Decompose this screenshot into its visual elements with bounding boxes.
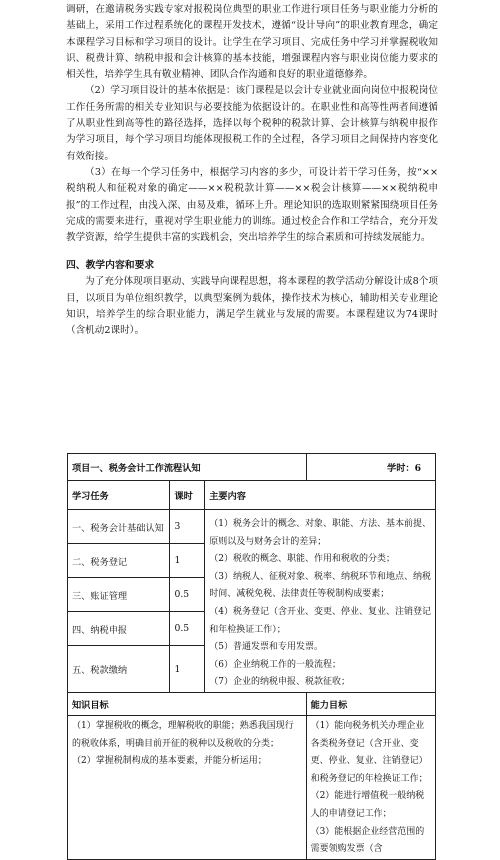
ability-line: （1）能向税务机关办理企业各类税务登记（含开业、变更、停业、复业、注销登记）和税务登记的年检换证工作； [310,720,428,784]
content-line: （2）税收的概念、职能、作用和税收的分类； [209,554,395,565]
task-name: 一、税务会计基础认知 [68,510,170,544]
task-hours: 1 [170,544,205,578]
col-hours-header: 课时 [170,481,205,510]
document-body [66,0,438,340]
project-hours: 学时：6 [306,454,435,481]
task-name: 二、税务登记 [68,544,170,578]
project-header-row [68,454,436,481]
paragraph-design-basis: （2）学习项目设计的基本依据是：该门课程是以会计专业就业面向岗位中报税岗位工作任务所需的相关专业知识与必要技能为依据设计的。在职业性和高等性两者间遵循了从职业性到高等性的路径选择，选择以每个税种的税款计算、会计核算与纳税申报作为学习项目，每个学习项目均能体现报税工作的全过程，各学习项目之间保持内容变化有效衔接。 [66,85,438,162]
ability-line: （2）能进行增值税一般纳税人的申请登记工作； [310,791,425,819]
project-table [67,453,436,860]
content-line: 时间、减税免税、法律责任等税制构成要素； [209,589,390,600]
task-name: 四、纳税申报 [68,612,170,646]
content-line: （7）企业的纳税申报、税款征收； [209,677,350,688]
content-line: （5）普通发票和专用发票。 [209,642,323,653]
paragraph-intro: 调研，在邀请税务实践专家对报税岗位典型的职业工作进行项目任务与职业能力分析的基础上，采用工作过程系统化的课程开发技术，遵循“设计导向”的职业教育理念，确定本课程学习目标和学习项目的设计。让学生在学习项目、完成任务中学习并掌握税收知识、税费计算、纳税申报和会计核算的基本技能，增强课程内容与职业岗位能力要求的相关性，培养学生具有敬业精神、团队合作沟通和良好的职业道德修养。 [66,4,438,81]
content-line: （6）企业纳税工作的一般流程； [209,659,341,670]
knowledge-objectives-cell [68,715,307,859]
task-hours: 3 [170,510,205,544]
paragraph-task-design: （3）在每一个学习任务中，根据学习内容的多少，可设计若干学习任务，按“××税纳税人和征税对象的确定——××税税款计算——××税会计核算——××税纳税申报”的工作过程，由浅入深、由易及难，循环上升。理论知识的选取则紧紧围绕项目任务完成的需要来进行，重视对学生职业能力的训练。通过校企合作和工学结合，充分开发教学资源，给学生提供丰富的实践机会，突出培养学生的综合素质和可持续发展能力。 [66,166,438,244]
section-title: 四、教学内容和要求 [66,260,155,272]
content-line: 和年检换证工作）； [209,624,286,635]
task-hours: 1 [170,646,205,693]
knowledge-line: （1）掌握税收的概念，理解税收的职能；熟悉我国现行的税收体系，明确目前开征的税种以及税收的分类； [72,720,294,749]
col-content-header: 主要内容 [205,481,436,510]
table-row [68,510,436,544]
task-name: 五、税款缴纳 [68,646,170,693]
objectives-header-row [68,692,436,715]
content-line: 原则以及与财务会计的差异； [209,536,327,547]
project-title: 项目一、税务会计工作流程认知 [68,454,307,481]
ability-objectives-cell [306,715,435,859]
objectives-row [68,715,436,859]
content-line: （1）税务会计的概念、对象、职能、方法、基本前提、 [209,519,431,529]
task-hours: 0.5 [170,578,205,612]
task-name: 三、账证管理 [68,578,170,612]
knowledge-objectives-header: 知识目标 [68,692,307,715]
ability-objectives-header: 能力目标 [306,692,435,715]
column-header-row [68,481,436,510]
content-line: （4）税务登记（含开业、变更、停业、复业、注销登记 [209,606,431,617]
content-line: （3）纳税人、征税对象、税率、纳税环节和地点、纳税 [209,571,431,582]
task-hours: 0.5 [170,612,205,646]
main-content-cell [205,510,436,693]
col-task-header: 学习任务 [68,481,170,510]
knowledge-line: （2）掌握税制构成的基本要素，并能分析运用； [72,756,267,767]
ability-line: （3）能根据企业经营范围的需要领购发票（含 [310,826,425,855]
paragraph-teaching-content: 为了充分体现项目驱动、实践导向课程思想，将本课程的教学活动分解设计成8个项目，以项目为单位组织教学，以典型案例为载体，操作技术为核心，辅助相关专业理论知识，培养学生的综合职业能力，满足学生就业与发展的需要。本课程建议为74课时（含机动2课时）。 [66,276,438,337]
